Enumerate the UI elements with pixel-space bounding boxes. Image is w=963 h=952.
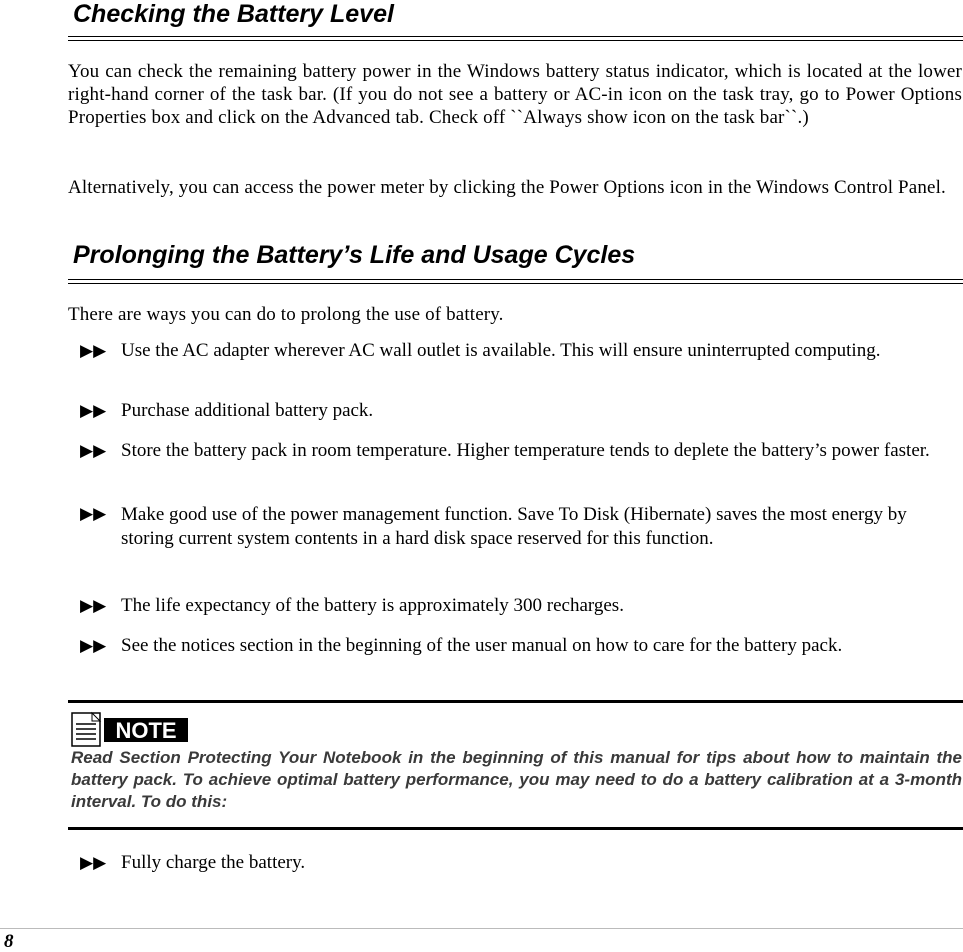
paragraph: You can check the remaining battery power in the Windows battery status indicator, which is located at the lower right-hand corner of the task bar. (If you do not see a battery or AC-in icon on the task tray, go to Power Options Properties box and click on the Advanced tab. Check off ``Always show icon on the task bar``.) [68, 61, 962, 128]
intro-text: There are ways you can do to prolong the use of battery. [68, 304, 504, 325]
bullet-arrow-icon: ▶▶ [80, 636, 107, 655]
page-number: 8 [4, 931, 14, 952]
paragraph: Alternatively, you can access the power meter by clicking the Power Options icon in the Windows Control Panel. [68, 177, 946, 198]
section-heading-battery-level: Checking the Battery Level [73, 0, 394, 28]
section-heading-prolonging-battery: Prolonging the Battery’s Life and Usage Cycles [73, 241, 636, 269]
list-item: Purchase additional battery pack. [121, 400, 374, 421]
list-item: Make good use of the power management function. Save To Disk (Hibernate) saves the most energy by storing current system contents in a hard disk space reserved for this function. [121, 504, 907, 549]
note-icon [71, 710, 191, 750]
list-item: Store the battery pack in room temperature. Higher temperature tends to deplete the battery’s power faster. [121, 440, 930, 461]
heading-rule [68, 279, 963, 280]
bullet-arrow-icon: ▶▶ [80, 401, 107, 420]
bullet-arrow-icon: ▶▶ [80, 596, 107, 615]
heading-rule [68, 283, 963, 284]
footer-rule [0, 928, 963, 929]
heading-rule [68, 36, 963, 37]
bullet-arrow-icon: ▶▶ [80, 441, 107, 460]
bullet-arrow-icon: ▶▶ [80, 853, 107, 872]
note-text: Read Section Protecting Your Notebook in the beginning of this manual for tips about how to maintain the battery pack. To achieve optimal battery performance, you may need to do a battery calibration at a 3-month interval. To do this: [71, 748, 962, 811]
list-item: The life expectancy of the battery is approximately 300 recharges. [121, 595, 624, 616]
bullet-arrow-icon: ▶▶ [80, 504, 107, 523]
list-item: Fully charge the battery. [121, 852, 306, 873]
note-top-rule [68, 700, 963, 703]
list-item: Use the AC adapter wherever AC wall outlet is available. This will ensure uninterrupted computing. [121, 340, 881, 361]
note-label: NOTE [115, 718, 177, 743]
list-item: See the notices section in the beginning of the user manual on how to care for the battery pack. [121, 635, 843, 656]
note-bottom-rule [68, 827, 963, 830]
heading-rule [68, 40, 963, 41]
bullet-arrow-icon: ▶▶ [80, 341, 107, 360]
